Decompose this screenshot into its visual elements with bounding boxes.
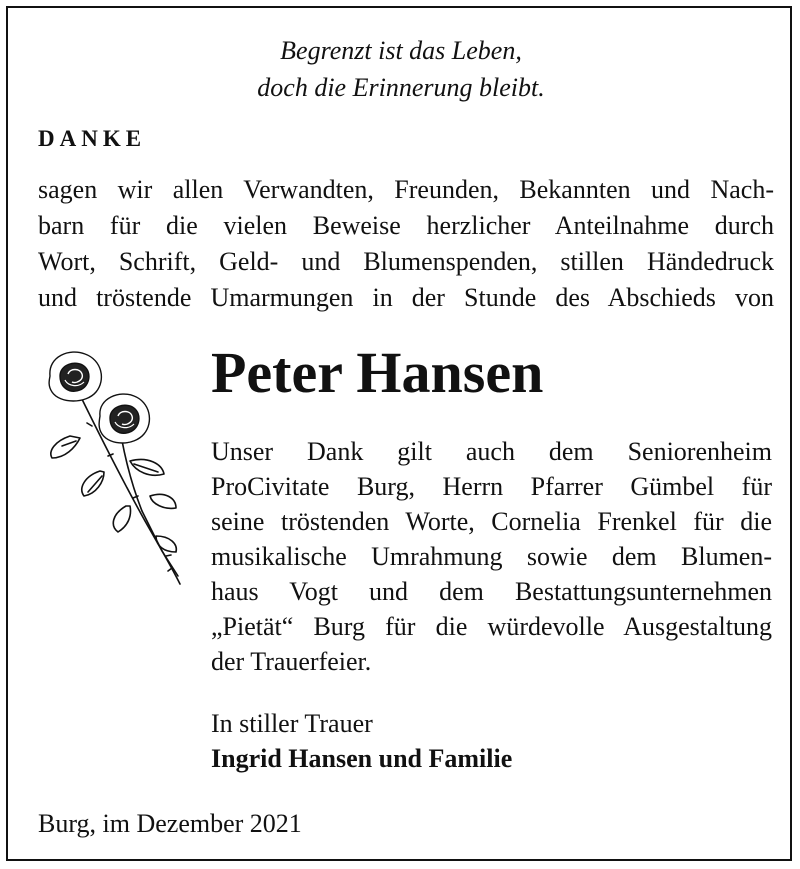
signature: Ingrid Hansen und Familie <box>211 744 513 773</box>
thanks-line: Unser Dank gilt auch dem Seniorenheim <box>211 437 772 466</box>
thanks-line: ProCivitate Burg, Herrn Pfarrer Gümbel für <box>211 472 772 501</box>
notice-frame <box>6 6 792 861</box>
motto <box>8 32 794 106</box>
intro-paragraph <box>38 172 774 316</box>
roses-illustration <box>30 346 200 591</box>
closing-phrase: In stiller Trauer <box>211 709 373 738</box>
thanks-paragraph <box>211 434 772 679</box>
thanks-line: seine tröstenden Worte, Cornelia Frenkel für die <box>211 507 772 536</box>
thanks-line: „Pietät“ Burg für die würdevolle Ausgestaltung <box>211 612 772 641</box>
deceased-name: Peter Hansen <box>211 340 544 405</box>
thanks-heading: DANKE <box>38 126 147 151</box>
motto-line-2: doch die Erinnerung bleibt. <box>257 73 545 102</box>
motto-line-1: Begrenzt ist das Leben, <box>280 36 522 65</box>
intro-line: und tröstende Umarmungen in der Stunde des Abschieds von <box>38 283 774 312</box>
thanks-line: der Trauerfeier. <box>211 647 372 676</box>
intro-line: sagen wir allen Verwandten, Freunden, Bekannten und Nach- <box>38 175 774 204</box>
place-date: Burg, im Dezember 2021 <box>38 809 302 838</box>
intro-line: barn für die vielen Beweise herzlicher Anteilnahme durch <box>38 211 774 240</box>
intro-line: Wort, Schrift, Geld- und Blumenspenden, stillen Händedruck <box>38 247 774 276</box>
thanks-line: musikalische Umrahmung sowie dem Blumen- <box>211 542 772 571</box>
thanks-line: haus Vogt und dem Bestattungsunternehmen <box>211 577 772 606</box>
